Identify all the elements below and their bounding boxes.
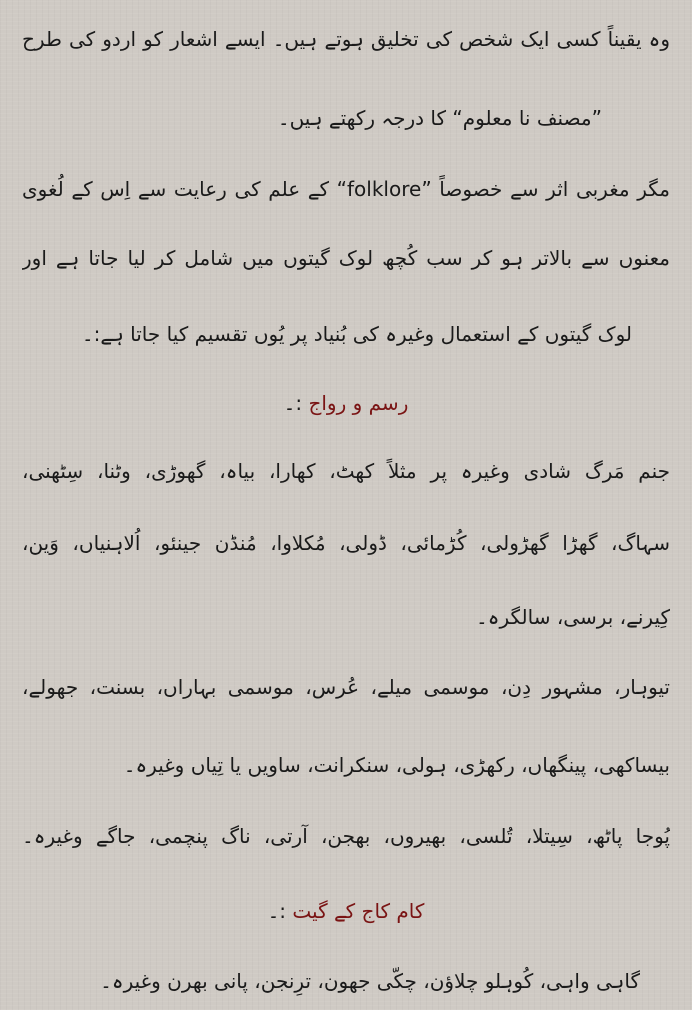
text-line: مگر مغربی اثر سے خصوصاً ”folklore“ کے علم کی رعایت سے اِس کے لُغوی xyxy=(22,177,670,201)
text-line: ”مصنف نا معلوم“ کا درجہ رکھتے ہیں۔ xyxy=(277,106,602,130)
text-line: لوک گیتوں کے استعمال وغیرہ کی بُنیاد پر یُوں تقسیم کیا جاتا ہے:۔ xyxy=(81,322,632,346)
text-line: کِیرنے، برسی، سالگرہ۔ xyxy=(476,605,670,629)
section-heading-customs xyxy=(0,382,692,424)
section-heading-title: کام کاج کے گیت xyxy=(292,899,425,923)
text-line: گاہی واہی، کُوہلو چلاؤن، چکّی جھون، ترِنجن، پانی بھرن وغیرہ۔ xyxy=(100,969,640,993)
text-line: بیساکھی، پینگھاں، رکھڑی، ہولی، سنکرانت، ساویں یا تِیاں وغیرہ۔ xyxy=(123,753,670,777)
text-line: جنم مَرگ شادی وغیرہ پر مثلاً کھٹ، کھارا، بیاہ، گھوڑی، وٹنا، سِٹھنی، xyxy=(22,459,670,483)
text-line: سہاگ، گھڑا گھڑولی، کُڑمائی، ڈولی، مُکلاوا، مُنڈن جینئو، اُلاہنیاں، وَین، xyxy=(22,531,670,555)
text-line: تیوہار، مشہور دِن، موسمی میلے، عُرس، موسمی بہاراں، بسنت، جھولے، xyxy=(22,675,670,699)
section-heading-suffix: :۔ xyxy=(283,391,309,415)
section-heading-title: رسم و رواج xyxy=(308,391,409,415)
section-heading-suffix: :۔ xyxy=(267,899,293,923)
text-line: وہ یقیناً کسی ایک شخص کی تخلیق ہوتے ہیں۔ ایسے اشعار کو اردو کی طرح xyxy=(22,27,670,51)
section-heading-work-songs xyxy=(0,890,692,932)
text-line: پُوجا پاٹھ، سِیتلا، تُلسی، بھیروں، بھجن، آرتی، ناگ پنچمی، جاگے وغیرہ۔ xyxy=(22,824,670,848)
text-line: معنوں سے بالاتر ہو کر سب کُچھ لوک گیتوں میں شامل کر لیا جاتا ہے اور xyxy=(22,246,670,270)
